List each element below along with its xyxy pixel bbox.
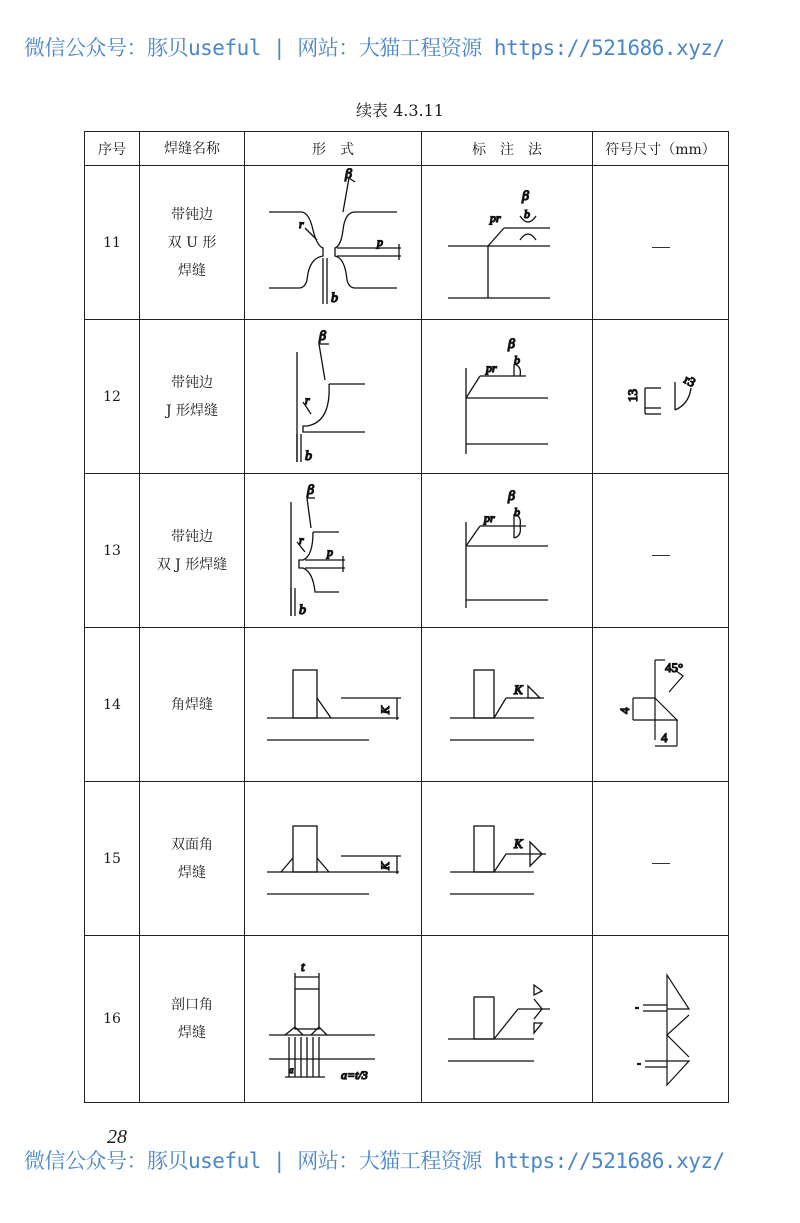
row-number: 11	[85, 166, 140, 320]
table-title: 续表 4.3.11	[356, 101, 444, 120]
label-beta: β	[522, 188, 529, 204]
weld-symbol-table	[84, 131, 729, 1103]
form-diagram-cell	[245, 936, 422, 1103]
label-k: K	[514, 835, 523, 851]
label-b: b	[514, 352, 520, 367]
header-no: 序号	[85, 132, 140, 166]
weld-name-line: 双面角	[171, 836, 213, 853]
label-a: a	[289, 1065, 294, 1075]
symbol-size-cell	[593, 782, 729, 936]
weld-name	[140, 166, 245, 320]
size-height: 4	[617, 707, 632, 714]
dash-placeholder	[652, 863, 670, 864]
weld-name-line: 带钝边	[171, 374, 213, 391]
j-groove-diagram	[245, 322, 421, 472]
bevel-fillet-weld-diagram	[245, 937, 421, 1101]
size-width: 4	[661, 729, 668, 745]
marking-diagram-cell	[422, 936, 593, 1103]
j-groove-symbol-size	[593, 322, 728, 472]
page-number: 28	[107, 1126, 127, 1148]
row-number: 16	[85, 936, 140, 1103]
bevel-fillet-symbol-size	[593, 937, 728, 1101]
marking-diagram-cell	[422, 782, 593, 936]
label-beta: β	[307, 482, 314, 498]
double-u-marking-diagram	[422, 168, 592, 318]
form-diagram-cell	[245, 320, 422, 474]
marking-diagram-cell	[422, 474, 593, 628]
dash-placeholder	[652, 247, 670, 248]
label-t: t	[301, 959, 305, 974]
fillet-weld-marking-diagram	[422, 630, 592, 780]
symbol-size-cell	[593, 628, 729, 782]
label-p: p	[327, 544, 333, 559]
form-diagram-cell	[245, 782, 422, 936]
watermark-top: 微信公众号：豚贝useful | 网站：大猫工程资源 https://521686.xyz/	[24, 36, 725, 60]
j-groove-marking-diagram	[422, 322, 592, 472]
symbol-size-cell	[593, 320, 729, 474]
table-row	[85, 320, 729, 474]
row-number: 13	[85, 474, 140, 628]
label-beta: β	[508, 488, 515, 504]
double-j-marking-diagram	[422, 476, 592, 626]
form-diagram-cell	[245, 166, 422, 320]
label-k: K	[378, 861, 392, 870]
label-r: r	[299, 216, 304, 231]
weld-name-line: 焊缝	[178, 864, 206, 881]
double-fillet-weld-diagram	[245, 784, 421, 934]
label-beta: β	[508, 336, 515, 352]
label-p: p	[377, 234, 383, 249]
row-number: 14	[85, 628, 140, 782]
table-header-row	[85, 132, 729, 166]
label-beta: β	[345, 167, 352, 182]
label-b: b	[305, 448, 312, 464]
header-symbol-size: 符号尺寸（mm）	[593, 132, 729, 166]
weld-name-line: 带钝边	[171, 206, 213, 223]
dash-placeholder	[652, 555, 670, 556]
weld-name-line: 带钝边	[171, 528, 213, 545]
double-fillet-marking-diagram	[422, 784, 592, 934]
weld-name	[140, 936, 245, 1103]
label-b: b	[331, 290, 338, 306]
marking-diagram-cell	[422, 320, 593, 474]
double-j-groove-diagram	[245, 476, 421, 626]
weld-name-line: 双 U 形	[167, 234, 217, 251]
form-diagram-cell	[245, 628, 422, 782]
table-row	[85, 782, 729, 936]
weld-name-line: 焊缝	[178, 1025, 206, 1041]
label-k: K	[514, 681, 523, 697]
size-radius: r3	[681, 371, 699, 390]
weld-name	[140, 320, 245, 474]
marking-diagram-cell	[422, 166, 593, 320]
double-u-groove-diagram	[245, 168, 421, 318]
weld-name	[140, 474, 245, 628]
header-marking: 标 注 法	[422, 132, 593, 166]
marking-diagram-cell	[422, 628, 593, 782]
label-pr: pr	[486, 360, 497, 375]
label-k: K	[378, 705, 392, 714]
fillet-symbol-size	[593, 630, 728, 780]
label-pr: pr	[490, 210, 501, 225]
bevel-fillet-marking-diagram	[422, 937, 592, 1101]
weld-name-line: 双 J 形焊缝	[156, 556, 228, 573]
table-row	[85, 628, 729, 782]
label-b: b	[514, 504, 520, 519]
weld-name-line: 焊缝	[178, 262, 206, 279]
weld-name-line: 角焊缝	[171, 696, 213, 713]
label-r: r	[299, 532, 304, 547]
label-b: b	[524, 206, 530, 221]
fillet-weld-diagram	[245, 630, 421, 780]
symbol-size-cell	[593, 474, 729, 628]
weld-name-line: J 形焊缝	[165, 402, 219, 419]
weld-name	[140, 628, 245, 782]
weld-name	[140, 782, 245, 936]
label-beta: β	[319, 328, 326, 344]
row-number: 15	[85, 782, 140, 936]
symbol-size-cell	[593, 166, 729, 320]
header-name: 焊缝名称	[140, 132, 245, 166]
table-row	[85, 474, 729, 628]
size-height: 13	[625, 388, 640, 402]
table-row	[85, 166, 729, 320]
header-form: 形 式	[245, 132, 422, 166]
table-row	[85, 936, 729, 1103]
label-formula: a=t/3	[341, 1068, 368, 1082]
weld-name-line: 剖口角	[171, 997, 213, 1013]
row-number: 12	[85, 320, 140, 474]
size-angle: 45°	[665, 659, 684, 675]
label-r: r	[305, 392, 310, 407]
label-b: b	[299, 602, 306, 618]
form-diagram-cell	[245, 474, 422, 628]
watermark-bottom: 微信公众号：豚贝useful | 网站：大猫工程资源 https://521686.xyz/	[24, 1149, 725, 1173]
symbol-size-cell	[593, 936, 729, 1103]
label-pr: pr	[484, 510, 495, 525]
